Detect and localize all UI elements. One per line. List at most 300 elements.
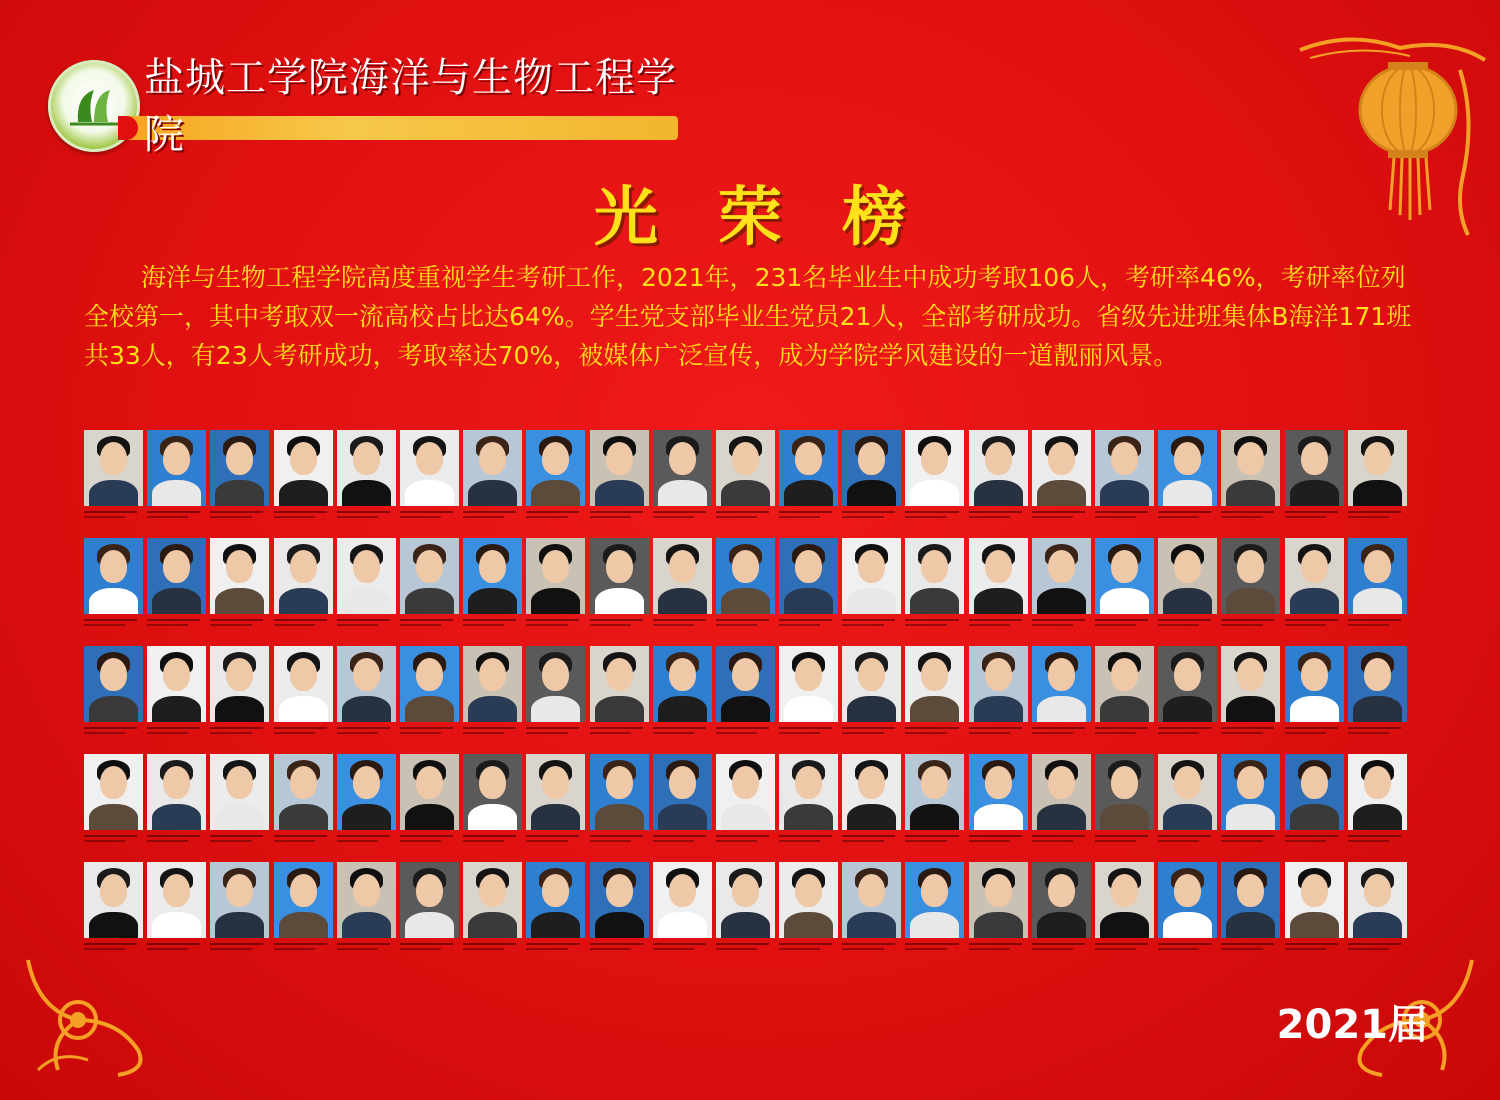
student-card [779, 430, 838, 538]
student-caption [716, 942, 775, 958]
student-photo [842, 430, 901, 506]
student-card [1221, 646, 1280, 754]
page-title: 光荣榜 [594, 180, 966, 255]
student-photo [1095, 646, 1154, 722]
student-card [653, 430, 712, 538]
student-card [526, 862, 585, 970]
student-card [84, 754, 143, 862]
student-card [147, 430, 206, 538]
student-card [400, 646, 459, 754]
student-photo [84, 430, 143, 506]
student-caption [526, 942, 585, 958]
student-caption [274, 726, 333, 742]
student-card [1285, 538, 1344, 646]
student-card [653, 646, 712, 754]
student-photo [653, 646, 712, 722]
student-photo [653, 538, 712, 614]
student-caption [905, 726, 964, 742]
student-caption [716, 618, 775, 634]
student-caption [1032, 942, 1091, 958]
student-photo [842, 646, 901, 722]
student-card [590, 646, 649, 754]
student-caption [147, 618, 206, 634]
student-photo [716, 430, 775, 506]
student-card [337, 862, 396, 970]
student-photo [1095, 430, 1154, 506]
student-card [779, 754, 838, 862]
student-card [210, 646, 269, 754]
student-caption [905, 510, 964, 526]
student-caption [779, 618, 838, 634]
student-photo [1158, 430, 1217, 506]
student-photo [400, 538, 459, 614]
student-photo [590, 538, 649, 614]
student-caption [716, 834, 775, 850]
student-caption [1095, 726, 1154, 742]
student-caption [969, 834, 1028, 850]
student-card [147, 538, 206, 646]
student-caption [1095, 618, 1154, 634]
student-caption [653, 834, 712, 850]
student-photo [1285, 538, 1344, 614]
student-photo [1158, 754, 1217, 830]
student-card [526, 430, 585, 538]
student-card [274, 430, 333, 538]
student-caption [1158, 618, 1217, 634]
student-caption [84, 510, 143, 526]
student-photo [1095, 754, 1154, 830]
student-photo [210, 754, 269, 830]
student-card [274, 754, 333, 862]
student-photo [274, 754, 333, 830]
student-photo [463, 430, 522, 506]
student-photo [969, 862, 1028, 938]
student-card [274, 646, 333, 754]
student-card [1158, 538, 1217, 646]
student-card [1095, 754, 1154, 862]
student-photo [1032, 538, 1091, 614]
student-photo [1348, 862, 1407, 938]
student-card [716, 754, 775, 862]
student-caption [337, 942, 396, 958]
student-photo [147, 646, 206, 722]
student-photo [779, 538, 838, 614]
student-card [1285, 754, 1344, 862]
student-photo [274, 430, 333, 506]
student-card [1348, 754, 1407, 862]
student-photo-grid [84, 430, 1418, 970]
student-card [210, 754, 269, 862]
student-photo [526, 430, 585, 506]
student-caption [716, 726, 775, 742]
student-caption [1032, 726, 1091, 742]
student-caption [463, 726, 522, 742]
student-photo [1221, 862, 1280, 938]
student-caption [1032, 618, 1091, 634]
student-caption [1221, 834, 1280, 850]
student-card [210, 538, 269, 646]
student-card [210, 862, 269, 970]
student-caption [1285, 834, 1344, 850]
student-card [337, 754, 396, 862]
student-photo [653, 430, 712, 506]
student-caption [1158, 726, 1217, 742]
student-card [1285, 646, 1344, 754]
student-caption [1221, 510, 1280, 526]
student-card [716, 430, 775, 538]
student-photo [337, 538, 396, 614]
student-card [590, 430, 649, 538]
student-caption [210, 834, 269, 850]
student-card [969, 430, 1028, 538]
student-caption [1221, 726, 1280, 742]
student-card [400, 862, 459, 970]
student-card [1032, 862, 1091, 970]
student-caption [147, 726, 206, 742]
student-card [1158, 862, 1217, 970]
student-card [779, 538, 838, 646]
student-caption [1032, 834, 1091, 850]
student-card [842, 754, 901, 862]
student-photo [1348, 646, 1407, 722]
header [48, 40, 688, 158]
student-photo [1158, 646, 1217, 722]
student-caption [779, 834, 838, 850]
student-card [1032, 430, 1091, 538]
student-photo [905, 862, 964, 938]
student-photo [1095, 538, 1154, 614]
student-caption [337, 618, 396, 634]
student-photo [590, 430, 649, 506]
student-card [716, 538, 775, 646]
student-card [400, 754, 459, 862]
student-caption [905, 942, 964, 958]
student-photo [969, 754, 1028, 830]
student-caption [1095, 510, 1154, 526]
student-photo [84, 538, 143, 614]
student-card [1348, 646, 1407, 754]
student-photo [842, 538, 901, 614]
school-name: 盐城工学院海洋与生物工程学院 [144, 55, 677, 158]
student-card [842, 538, 901, 646]
student-photo [969, 430, 1028, 506]
student-photo [526, 862, 585, 938]
student-caption [969, 726, 1028, 742]
student-card [1285, 430, 1344, 538]
student-photo [716, 862, 775, 938]
student-caption [463, 510, 522, 526]
student-photo [653, 862, 712, 938]
student-card [779, 646, 838, 754]
student-photo [716, 538, 775, 614]
student-card [147, 754, 206, 862]
student-card [463, 754, 522, 862]
student-caption [210, 510, 269, 526]
student-photo [463, 754, 522, 830]
student-caption [1095, 942, 1154, 958]
student-caption [274, 618, 333, 634]
student-caption [400, 942, 459, 958]
student-caption [274, 510, 333, 526]
student-caption [84, 726, 143, 742]
student-card [84, 646, 143, 754]
student-photo [905, 538, 964, 614]
student-caption [1158, 942, 1217, 958]
student-caption [779, 510, 838, 526]
student-caption [526, 618, 585, 634]
student-caption [463, 942, 522, 958]
student-caption [400, 834, 459, 850]
student-caption [590, 510, 649, 526]
student-photo [84, 862, 143, 938]
student-card [590, 538, 649, 646]
student-photo [463, 646, 522, 722]
student-card [400, 538, 459, 646]
student-card [653, 538, 712, 646]
student-photo [905, 430, 964, 506]
student-photo [274, 538, 333, 614]
student-photo [337, 430, 396, 506]
student-caption [842, 834, 901, 850]
student-photo [463, 862, 522, 938]
student-caption [400, 510, 459, 526]
student-photo [1285, 862, 1344, 938]
student-caption [842, 726, 901, 742]
student-photo [1348, 538, 1407, 614]
class-year-label: 2021届 [1276, 1002, 1428, 1048]
student-photo [526, 754, 585, 830]
student-photo [400, 430, 459, 506]
student-caption [653, 726, 712, 742]
student-card [526, 754, 585, 862]
student-card [653, 862, 712, 970]
student-caption [274, 834, 333, 850]
student-caption [147, 834, 206, 850]
student-card [842, 862, 901, 970]
student-photo [716, 646, 775, 722]
student-caption [1348, 618, 1407, 634]
student-card [1095, 646, 1154, 754]
student-caption [969, 510, 1028, 526]
student-caption [1348, 510, 1407, 526]
student-card [590, 754, 649, 862]
student-card [1348, 538, 1407, 646]
student-card [526, 646, 585, 754]
student-card [147, 646, 206, 754]
student-card [1158, 646, 1217, 754]
student-photo [147, 538, 206, 614]
student-caption [590, 942, 649, 958]
student-card [1095, 862, 1154, 970]
student-card [969, 862, 1028, 970]
student-photo [337, 646, 396, 722]
student-photo [463, 538, 522, 614]
student-caption [1285, 618, 1344, 634]
student-photo [905, 646, 964, 722]
student-photo [210, 646, 269, 722]
student-photo [274, 646, 333, 722]
student-caption [274, 942, 333, 958]
student-photo [1221, 430, 1280, 506]
student-card [1095, 538, 1154, 646]
student-photo [84, 754, 143, 830]
student-photo [1158, 538, 1217, 614]
student-caption [463, 618, 522, 634]
student-caption [526, 510, 585, 526]
student-photo [84, 646, 143, 722]
student-card [842, 430, 901, 538]
student-photo [400, 754, 459, 830]
student-card [1158, 754, 1217, 862]
student-caption [1032, 510, 1091, 526]
student-caption [969, 618, 1028, 634]
student-caption [1095, 834, 1154, 850]
student-caption [842, 618, 901, 634]
student-caption [1285, 510, 1344, 526]
student-photo [905, 754, 964, 830]
student-photo [337, 862, 396, 938]
student-card [1348, 430, 1407, 538]
student-photo [779, 430, 838, 506]
student-card [1221, 430, 1280, 538]
student-photo [147, 754, 206, 830]
student-photo [400, 646, 459, 722]
student-photo [1285, 646, 1344, 722]
student-photo [969, 646, 1028, 722]
student-caption [526, 726, 585, 742]
student-caption [842, 942, 901, 958]
student-photo [1221, 754, 1280, 830]
student-caption [400, 618, 459, 634]
student-photo [1032, 754, 1091, 830]
student-caption [779, 726, 838, 742]
student-card [1221, 538, 1280, 646]
student-caption [147, 510, 206, 526]
student-photo [1348, 430, 1407, 506]
student-card [1221, 754, 1280, 862]
student-photo [210, 430, 269, 506]
student-caption [210, 726, 269, 742]
student-photo [526, 538, 585, 614]
student-card [84, 538, 143, 646]
student-photo [716, 754, 775, 830]
student-card [716, 862, 775, 970]
student-photo [779, 862, 838, 938]
student-photo [842, 754, 901, 830]
student-caption [1285, 726, 1344, 742]
student-card [969, 754, 1028, 862]
student-card [1032, 754, 1091, 862]
student-card [653, 754, 712, 862]
student-card [969, 646, 1028, 754]
student-photo [1348, 754, 1407, 830]
student-caption [210, 942, 269, 958]
student-photo [842, 862, 901, 938]
student-card [905, 430, 964, 538]
student-card [905, 862, 964, 970]
student-card [905, 538, 964, 646]
student-photo [590, 862, 649, 938]
student-caption [1221, 942, 1280, 958]
student-card [779, 862, 838, 970]
student-caption [1221, 618, 1280, 634]
student-caption [905, 618, 964, 634]
student-card [463, 430, 522, 538]
student-photo [1285, 754, 1344, 830]
student-card [463, 538, 522, 646]
student-photo [1221, 538, 1280, 614]
student-photo [1032, 862, 1091, 938]
student-caption [337, 726, 396, 742]
student-photo [526, 646, 585, 722]
student-caption [210, 618, 269, 634]
student-card [905, 754, 964, 862]
student-caption [969, 942, 1028, 958]
student-caption [842, 510, 901, 526]
student-card [337, 538, 396, 646]
student-card [84, 430, 143, 538]
student-card [274, 538, 333, 646]
student-card [1095, 430, 1154, 538]
student-caption [590, 618, 649, 634]
student-caption [400, 726, 459, 742]
student-caption [1348, 834, 1407, 850]
student-card [716, 646, 775, 754]
student-photo [337, 754, 396, 830]
student-card [1158, 430, 1217, 538]
student-photo [590, 754, 649, 830]
student-photo [210, 538, 269, 614]
student-photo [147, 430, 206, 506]
student-caption [779, 942, 838, 958]
student-card [905, 646, 964, 754]
student-card [969, 538, 1028, 646]
student-caption [590, 834, 649, 850]
student-photo [1032, 430, 1091, 506]
student-photo [210, 862, 269, 938]
student-caption [653, 618, 712, 634]
student-caption [526, 834, 585, 850]
student-caption [84, 618, 143, 634]
student-caption [337, 510, 396, 526]
student-photo [147, 862, 206, 938]
student-caption [1158, 510, 1217, 526]
student-caption [653, 510, 712, 526]
student-card [337, 646, 396, 754]
student-card [337, 430, 396, 538]
student-card [1032, 646, 1091, 754]
student-card [463, 862, 522, 970]
student-photo [779, 646, 838, 722]
student-caption [463, 834, 522, 850]
student-photo [1158, 862, 1217, 938]
student-photo [779, 754, 838, 830]
corner-ornament-icon [18, 950, 168, 1080]
student-photo [969, 538, 1028, 614]
student-photo [653, 754, 712, 830]
student-photo [590, 646, 649, 722]
student-photo [274, 862, 333, 938]
student-caption [905, 834, 964, 850]
student-caption [84, 834, 143, 850]
student-caption [716, 510, 775, 526]
student-card [1032, 538, 1091, 646]
student-photo [1095, 862, 1154, 938]
student-card [842, 646, 901, 754]
student-caption [1158, 834, 1217, 850]
student-photo [400, 862, 459, 938]
student-caption [590, 726, 649, 742]
